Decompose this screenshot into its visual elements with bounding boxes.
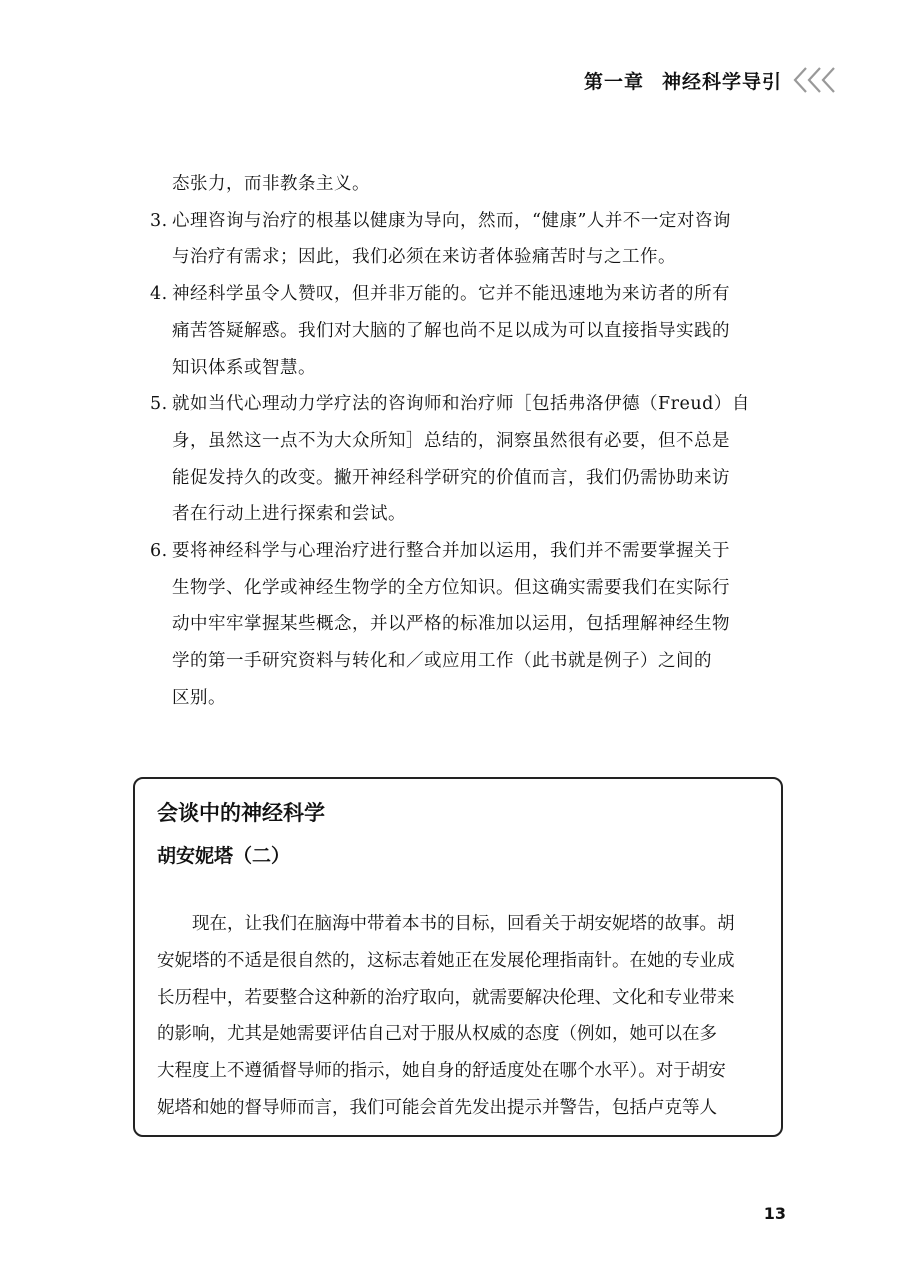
box-line: 妮塔和她的督导师而言，我们可能会首先发出提示并警告，包括卢克等人 (157, 1097, 717, 1118)
running-header (584, 64, 842, 96)
list-item-3 (150, 203, 790, 276)
page-number: 13 (763, 1204, 786, 1223)
list-item-line: 心理咨询与治疗的根基以健康为导向，然而，“健康”人并不一定对咨询 (172, 210, 731, 231)
list-item-line: 学的第一手研究资料与转化和／或应用工作（此书就是例子）之间的 (172, 651, 712, 672)
list-item-line: 区别。 (172, 687, 226, 708)
box-line: 的影响，尤其是她需要评估自己对于服从权威的态度（例如，她可以在多 (157, 1024, 717, 1045)
box-line: 安妮塔的不适是很自然的，这标志着她正在发展伦理指南针。在她的专业成 (157, 950, 735, 971)
numbered-list (150, 166, 790, 717)
box-subtitle: 胡安妮塔（二） (157, 845, 291, 867)
list-item-6 (150, 533, 790, 717)
list-item-number: 5. (150, 394, 168, 415)
box-body (157, 906, 767, 1127)
box-title: 会谈中的神经科学 (157, 801, 325, 825)
list-item-line: 要将神经科学与心理治疗进行整合并加以运用，我们并不需要掌握关于 (172, 541, 730, 562)
list-item-line: 者在行动上进行探索和尝试。 (172, 504, 406, 525)
sidebar-box (133, 777, 783, 1137)
list-item-line: 痛苦答疑解惑。我们对大脑的了解也尚不足以成为可以直接指导实践的 (172, 320, 730, 341)
list-item-number: 6. (150, 541, 168, 562)
box-line: 长历程中，若要整合这种新的治疗取向，就需要解决伦理、文化和专业带来 (157, 987, 735, 1008)
box-line: 大程度上不遵循督导师的指示，她自身的舒适度处在哪个水平）。对于胡安 (157, 1061, 726, 1082)
list-item-line: 能促发持久的改变。撇开神经科学研究的价值而言，我们仍需协助来访 (172, 467, 730, 488)
list-item-line: 与治疗有需求；因此，我们必须在来访者体验痛苦时与之工作。 (172, 247, 676, 268)
list-item-5 (150, 386, 790, 533)
list-item-line: 态张力，而非教条主义。 (172, 174, 370, 194)
list-item-continued (150, 166, 790, 203)
list-item-number: 4. (150, 284, 168, 305)
chapter-label: 第一章 (583, 70, 644, 93)
list-item-line: 动中牢牢掌握某些概念，并以严格的标准加以运用，包括理解神经生物 (172, 614, 730, 635)
list-item-line: 生物学、化学或神经生物学的全方位知识。但这确实需要我们在实际行 (172, 577, 730, 598)
list-item-line: 神经科学虽令人赞叹，但并非万能的。它并不能迅速地为来访者的所有 (172, 284, 730, 305)
list-item-line: 知识体系或智慧。 (172, 357, 316, 378)
list-item-number: 3. (150, 210, 168, 231)
box-line: 现在，让我们在脑海中带着本书的目标，回看关于胡安妮塔的故事。胡 (157, 914, 735, 934)
list-item-line: 身，虽然这一点不为大众所知］总结的，洞察虽然很有必要，但不总是 (172, 430, 730, 451)
list-item-4 (150, 276, 790, 386)
list-item-line: 就如当代心理动力学疗法的咨询师和治疗师［包括弗洛伊德（Freud）自 (172, 394, 750, 415)
chevrons-left-icon (792, 64, 842, 96)
chapter-title: 神经科学导引 (661, 70, 782, 93)
